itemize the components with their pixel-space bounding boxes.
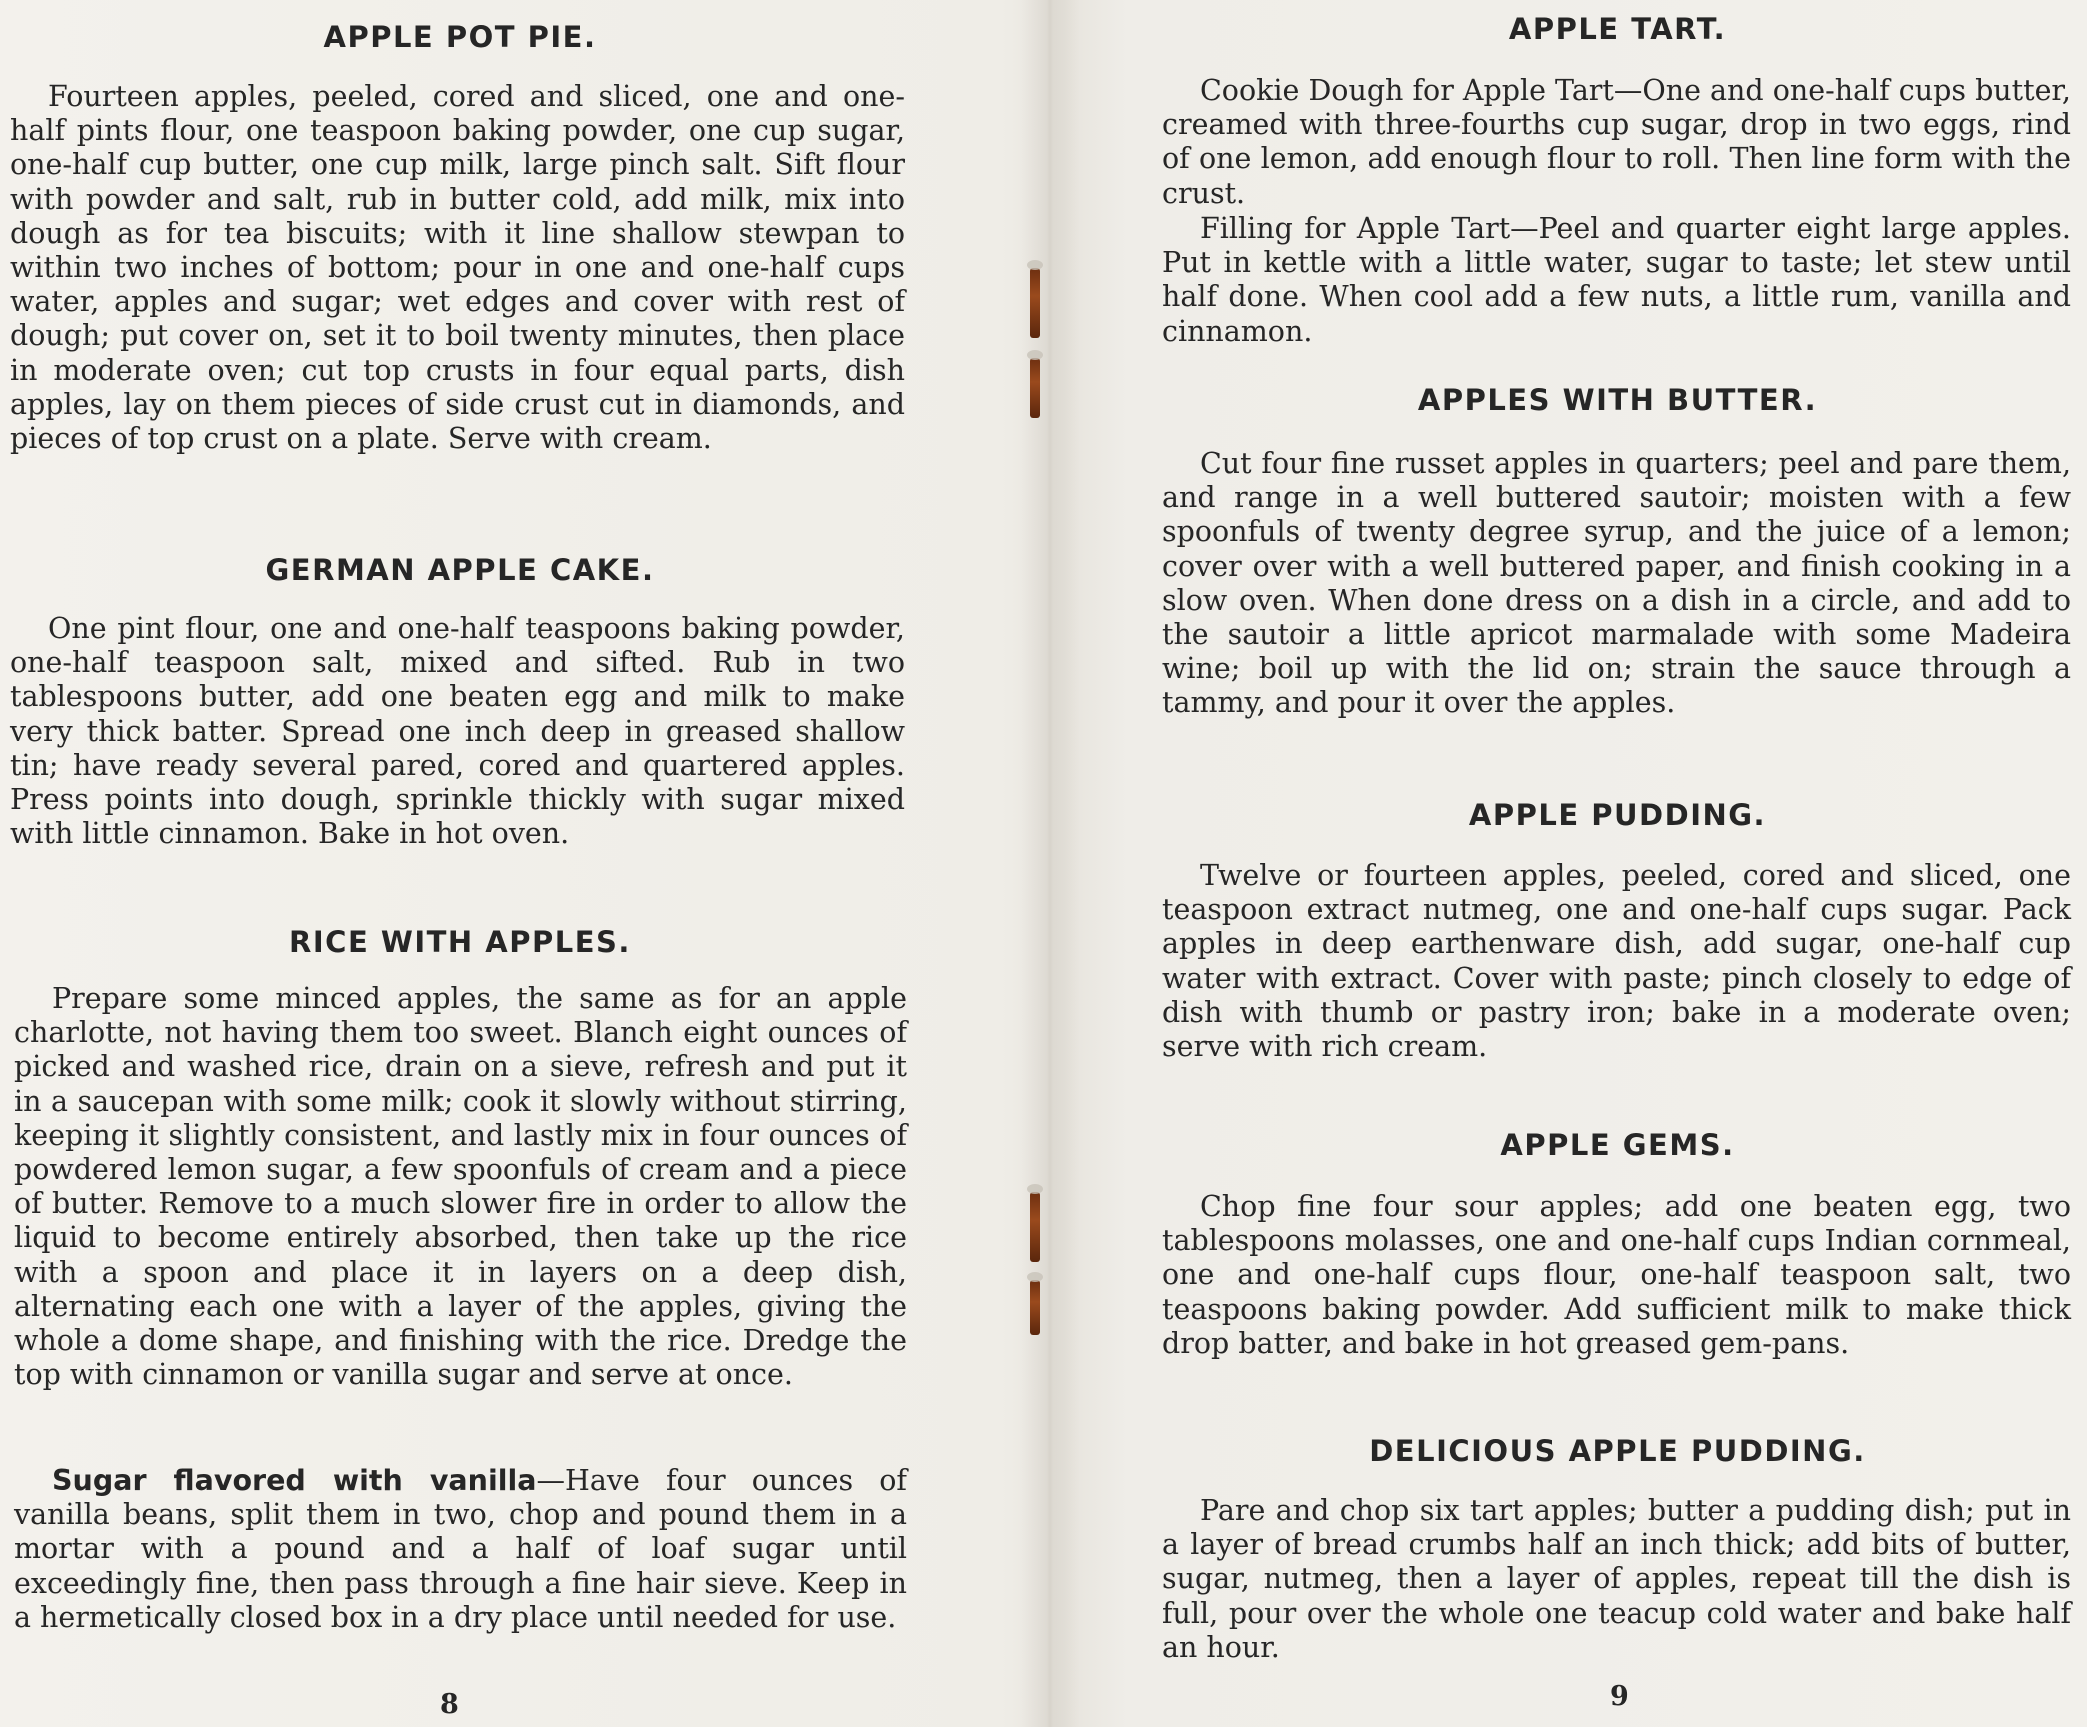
recipe-body: Twelve or fourteen apples, peeled, cored and sliced, one teaspoon extract nutmeg, one and one-half cups sugar. Pack apples in deep earthenware dish, add sugar, one-half cup water with extract. Cover with paste; pinch closely to edge of dish with thumb or pastry iron; bake in a moderate oven; serve with rich cream. — [1162, 859, 2071, 1064]
recipe-title: APPLE POT PIE. — [323, 20, 597, 54]
page-number: 8 — [440, 1689, 459, 1720]
recipe-title: APPLES WITH BUTTER. — [1417, 383, 1818, 417]
recipe-title: DELICIOUS APPLE PUDDING. — [1369, 1434, 1866, 1468]
note-lead: Sugar flavored with vanilla — [52, 1464, 537, 1497]
right-page — [1158, 0, 2077, 1727]
recipe-title: APPLE GEMS. — [1500, 1128, 1735, 1162]
note-body: —Have four ounces of vanilla beans, split them in two, chop and pound them in a mortar with a pound and a half of loaf sugar until exceedingly fine, then pass through a fine hair sieve. Keep in a hermetically closed box in a dry place until needed for use. — [14, 1464, 907, 1634]
recipe-body: Chop fine four sour apples; add one beaten egg, two tablespoons molasses, one and one-half cups Indian cornmeal, one and one-half cups flour, one-half teaspoon salt, two teaspoons baking powder. Add sufficient milk to make thick drop batter, and bake in hot greased gem-pans. — [1162, 1190, 2071, 1360]
recipe-title: GERMAN APPLE CAKE. — [265, 553, 655, 587]
page-number: 9 — [1610, 1681, 1629, 1712]
left-page — [0, 0, 920, 1727]
recipe-body: One pint flour, one and one-half teaspoons baking powder, one-half teaspoon salt, mixed and sifted. Rub in two tablespoons butter, add one beaten egg and milk to make very thick batter. Spread one inch deep in greased shallow tin; have ready several pared, cored and quartered apples. Press points into dough, sprinkle thickly with sugar mixed with little cinnamon. Bake in hot oven. — [10, 612, 905, 851]
staple-mark — [1030, 1192, 1040, 1262]
recipe-body: Filling for Apple Tart—Peel and quarter eight large apples. Put in kettle with a little water, sugar to taste; let stew until half done. When cool add a few nuts, a little rum, vanilla and cinnamon. — [1162, 212, 2071, 348]
recipe-body: Fourteen apples, peeled, cored and sliced, one and one-half pints flour, one teaspoon baking powder, one cup sugar, one-half cup butter, one cup milk, large pinch salt. Sift flour with powder and salt, rub in butter cold, add milk, mix into dough as for tea biscuits; with it line shallow stewpan to within two inches of bottom; pour in one and one-half cups water, apples and sugar; wet edges and cover with rest of dough; put cover on, set it to boil twenty minutes, then place in moderate oven; cut top crusts in four equal parts, dish apples, lay on them pieces of side crust cut in diamonds, and pieces of top crust on a plate. Serve with cream. — [10, 80, 905, 456]
recipe-note — [14, 1464, 907, 1635]
page-gutter — [1020, 0, 1080, 1727]
recipe-body: Cookie Dough for Apple Tart—One and one-half cups butter, creamed with three-fourths cup sugar, drop in two eggs, rind of one lemon, add enough flour to roll. Then line form with the crust. — [1162, 74, 2071, 210]
staple-mark — [1030, 358, 1040, 418]
recipe-title: APPLE PUDDING. — [1468, 798, 1767, 832]
recipe-body: Prepare some minced apples, the same as for an apple charlotte, not having them too sweet. Blanch eight ounces of picked and washed rice, drain on a sieve, refresh and put it in a saucepan with some milk; cook it slowly without stirring, keeping it slightly consistent, and lastly mix in four ounces of powdered lemon sugar, a few spoonfuls of cream and a piece of butter. Remove to a much slower fire in order to allow the liquid to become entirely absorbed, then take up the rice with a spoon and place it in layers on a deep dish, alternating each one with a layer of the apples, giving the whole a dome shape, and finishing with the rice. Dredge the top with cinnamon or vanilla sugar and serve at once. — [14, 982, 907, 1392]
recipe-body: Pare and chop six tart apples; butter a pudding dish; put in a layer of bread crumbs half an inch thick; add bits of butter, sugar, nutmeg, then a layer of apples, repeat till the dish is full, pour over the whole one teacup cold water and bake half an hour. — [1162, 1494, 2071, 1664]
recipe-title: APPLE TART. — [1508, 12, 1727, 46]
recipe-body: Cut four fine russet apples in quarters; peel and pare them, and range in a well buttered sautoir; moisten with a few spoonfuls of twenty degree syrup, and the juice of a lemon; cover over with a well buttered paper, and finish cooking in a slow oven. When done dress on a dish in a circle, and add to the sautoir a little apricot marmalade with some Madeira wine; boil up with the lid on; strain the sauce through a tammy, and pour it over the apples. — [1162, 447, 2071, 720]
staple-mark — [1030, 1280, 1040, 1335]
staple-mark — [1030, 268, 1040, 338]
recipe-title: RICE WITH APPLES. — [289, 925, 631, 959]
